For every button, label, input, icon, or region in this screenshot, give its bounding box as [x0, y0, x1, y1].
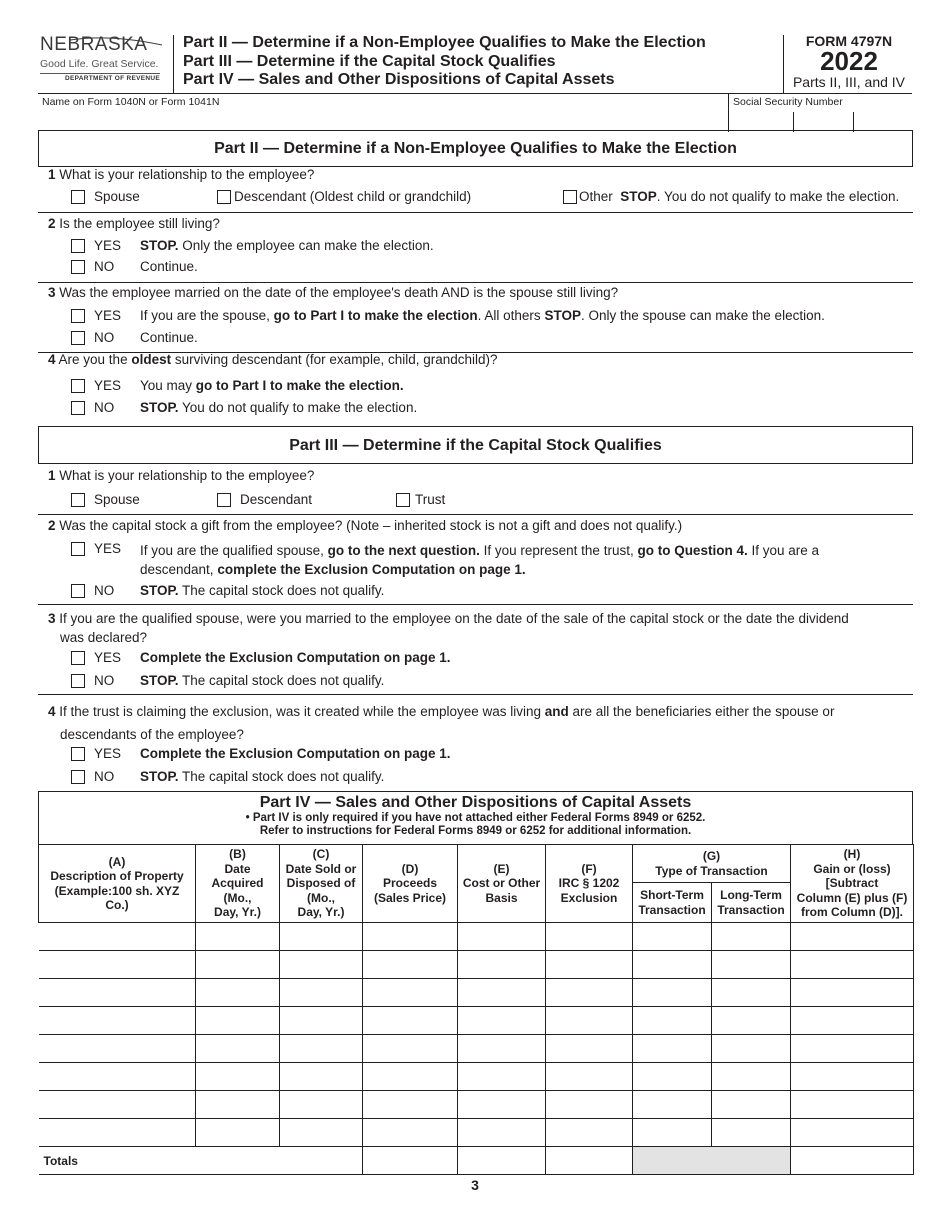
cell-input[interactable]	[363, 951, 458, 979]
cell-input[interactable]	[633, 951, 712, 979]
cell-input[interactable]	[458, 951, 546, 979]
p2-q1-text: 1 What is your relationship to the employee?	[48, 167, 315, 182]
p3-q1-descendant[interactable]: Descendant	[217, 492, 312, 507]
part3-title: Part III — Determine if the Capital Stock Qualifies	[38, 426, 913, 464]
cell-input[interactable]	[546, 979, 633, 1007]
cell-input[interactable]	[458, 1007, 546, 1035]
p2-q4-no-instruction: STOP. You do not qualify to make the election.	[140, 400, 418, 415]
divider	[38, 212, 913, 213]
cell-input[interactable]	[791, 1091, 914, 1119]
col-b-header: (B) Date Acquired (Mo., Day, Yr.)	[196, 845, 280, 923]
cell-input[interactable]	[280, 1091, 363, 1119]
page-number: 3	[471, 1177, 479, 1193]
part4-header	[38, 791, 913, 845]
p3-q4-yes[interactable]: YES	[71, 746, 121, 761]
table-row	[39, 1119, 914, 1147]
cell-input[interactable]	[633, 1091, 712, 1119]
cell-input[interactable]	[280, 923, 363, 951]
total-exclusion-input[interactable]	[546, 1147, 633, 1175]
p2-q2-no[interactable]: NO	[71, 259, 114, 274]
cell-input[interactable]	[196, 1119, 280, 1147]
p2-q3-yes[interactable]: YES	[71, 308, 121, 323]
ssn-separator	[793, 112, 794, 132]
cell-input[interactable]	[546, 951, 633, 979]
cell-input[interactable]	[546, 1007, 633, 1035]
p3-q1-text: 1 What is your relationship to the employee?	[48, 468, 315, 483]
p2-q1-other[interactable]: Other STOP . You do not qualify to make the election.	[563, 189, 899, 204]
col-c-header: (C) Date Sold or Disposed of (Mo., Day, Yr.)	[280, 845, 363, 923]
cell-input[interactable]	[633, 979, 712, 1007]
cell-input[interactable]	[712, 1063, 791, 1091]
ssn-separator	[853, 112, 854, 132]
p2-q3-no-instruction: Continue.	[140, 330, 198, 345]
total-proceeds-input[interactable]	[363, 1147, 458, 1175]
cell-input[interactable]	[546, 1091, 633, 1119]
ssn-field[interactable]	[728, 94, 912, 132]
p3-q2-yes[interactable]: YES	[71, 541, 121, 556]
p2-q3-no[interactable]: NO	[71, 330, 114, 345]
divider	[38, 604, 913, 605]
checkbox[interactable]	[71, 190, 85, 204]
cell-input[interactable]	[280, 979, 363, 1007]
checkbox[interactable]	[71, 309, 85, 323]
total-gain-input[interactable]	[791, 1147, 914, 1175]
cell-input[interactable]	[712, 979, 791, 1007]
checkbox[interactable]	[71, 401, 85, 415]
p2-q2-yes[interactable]: YES	[71, 238, 121, 253]
p2-q3-text: 3 Was the employee married on the date of the employee's death AND is the spouse still living?	[48, 285, 619, 300]
header-title-part3: Part III — Determine if the Capital Stock Qualifies	[183, 52, 556, 70]
cell-input[interactable]	[712, 1007, 791, 1035]
checkbox[interactable]	[71, 493, 85, 507]
header-title-part2: Part II — Determine if a Non-Employee Qualifies to Make the Election	[183, 34, 706, 51]
part2-title: Part II — Determine if a Non-Employee Qualifies to Make the Election	[38, 130, 913, 167]
p2-q2-no-instruction: Continue.	[140, 259, 198, 274]
checkbox[interactable]	[71, 584, 85, 598]
p3-q1-trust[interactable]: Trust	[396, 492, 445, 507]
p3-q4-no-instruction: STOP. The capital stock does not qualify.	[140, 769, 385, 784]
logo-word: NEBRASKA	[40, 34, 148, 55]
cell-input[interactable]	[791, 1035, 914, 1063]
p3-q4-yes-instruction: Complete the Exclusion Computation on page 1.	[140, 746, 451, 761]
name-ssn-row	[38, 93, 912, 131]
p3-q2-text: 2 Was the capital stock a gift from the employee? (Note – inherited stock is not a gift and does not qualify.)	[48, 518, 683, 533]
cell-input[interactable]	[791, 1063, 914, 1091]
header-right-divider	[783, 35, 784, 93]
cell-input[interactable]	[196, 1007, 280, 1035]
nebraska-logo	[40, 34, 166, 92]
divider	[38, 694, 913, 695]
p3-q3-yes-instruction: Complete the Exclusion Computation on page 1.	[140, 650, 451, 665]
cell-input[interactable]	[363, 979, 458, 1007]
p3-q4-no[interactable]: NO	[71, 769, 114, 784]
cell-input[interactable]	[196, 1063, 280, 1091]
capital-assets-table	[38, 844, 914, 1175]
col-g-short-header: Short-Term Transaction	[633, 883, 712, 923]
p3-q3-no[interactable]: NO	[71, 673, 114, 688]
cell-input[interactable]	[458, 1035, 546, 1063]
p2-q2-text: 2 Is the employee still living?	[48, 216, 220, 231]
table-row	[39, 1007, 914, 1035]
checkbox[interactable]	[71, 674, 85, 688]
form-id-block	[788, 34, 910, 91]
checkbox[interactable]	[217, 190, 231, 204]
cell-input[interactable]	[712, 923, 791, 951]
cell-input[interactable]	[280, 1063, 363, 1091]
cell-input[interactable]	[39, 923, 196, 951]
cell-input[interactable]	[791, 951, 914, 979]
cell-input[interactable]	[39, 1119, 196, 1147]
cell-input[interactable]	[39, 979, 196, 1007]
cell-input[interactable]	[458, 1063, 546, 1091]
cell-input[interactable]	[39, 1063, 196, 1091]
cell-input[interactable]	[791, 1007, 914, 1035]
logo-swoosh-icon	[40, 36, 166, 58]
ssn-label: Social Security Number	[733, 96, 843, 108]
header-titles	[183, 34, 706, 90]
cell-input[interactable]	[280, 1007, 363, 1035]
cell-input[interactable]	[363, 1035, 458, 1063]
col-h-header: (H) Gain or (loss) [Subtract Column (E) plus (F) from Column (D)].	[791, 845, 914, 923]
table-row	[39, 1091, 914, 1119]
p3-q2-no-instruction: STOP. The capital stock does not qualify.	[140, 583, 385, 598]
part4-title: Part IV — Sales and Other Dispositions of Capital Assets	[259, 794, 692, 811]
cell-input[interactable]	[458, 1119, 546, 1147]
cell-input[interactable]	[633, 923, 712, 951]
cell-input[interactable]	[712, 1091, 791, 1119]
table-row	[39, 979, 914, 1007]
cell-input[interactable]	[39, 1091, 196, 1119]
cell-input[interactable]	[39, 1007, 196, 1035]
col-g-header: (G) Type of Transaction	[633, 845, 791, 883]
checkbox[interactable]	[71, 747, 85, 761]
checkbox[interactable]	[217, 493, 231, 507]
totals-label: Totals	[39, 1147, 363, 1175]
cell-input[interactable]	[712, 1119, 791, 1147]
cell-input[interactable]	[280, 1119, 363, 1147]
form-number: FORM 4797N	[805, 33, 893, 49]
cell-input[interactable]	[363, 923, 458, 951]
p2-q3-yes-instruction: If you are the spouse, go to Part I to make the election. All others STOP. Only the spouse can make the election.	[140, 308, 825, 323]
p2-q4-yes[interactable]: YES	[71, 378, 121, 393]
cell-input[interactable]	[633, 1063, 712, 1091]
checkbox[interactable]	[396, 493, 410, 507]
checkbox[interactable]	[71, 770, 85, 784]
checkbox[interactable]	[71, 260, 85, 274]
cell-input[interactable]	[363, 1063, 458, 1091]
cell-input[interactable]	[363, 1091, 458, 1119]
cell-input[interactable]	[546, 923, 633, 951]
logo-tagline: Good Life. Great Service.	[40, 58, 159, 70]
p2-q1-spouse[interactable]: Spouse	[71, 189, 140, 204]
checkbox[interactable]	[71, 651, 85, 665]
p2-q4-no[interactable]: NO	[71, 400, 114, 415]
cell-input[interactable]	[546, 1119, 633, 1147]
totals-row	[39, 1147, 914, 1175]
p3-q3-yes[interactable]: YES	[71, 650, 121, 665]
p2-q1-descendant[interactable]: Descendant (Oldest child or grandchild)	[217, 189, 471, 204]
table-row	[39, 951, 914, 979]
cell-input[interactable]	[633, 1007, 712, 1035]
cell-input[interactable]	[39, 951, 196, 979]
cell-input[interactable]	[633, 1035, 712, 1063]
divider	[38, 282, 913, 283]
logo-department: DEPARTMENT OF REVENUE	[64, 75, 160, 82]
cell-input[interactable]	[363, 1007, 458, 1035]
total-cost-input[interactable]	[458, 1147, 546, 1175]
cell-input[interactable]	[280, 951, 363, 979]
cell-input[interactable]	[196, 979, 280, 1007]
p2-q2-yes-instruction: STOP. Only the employee can make the election.	[140, 238, 434, 253]
header-title-part4: Part IV — Sales and Other Dispositions of Capital Assets	[183, 71, 615, 88]
cell-input[interactable]	[196, 923, 280, 951]
col-d-header: (D) Proceeds (Sales Price)	[363, 845, 458, 923]
cell-input[interactable]	[458, 979, 546, 1007]
cell-input[interactable]	[712, 1035, 791, 1063]
p3-q3-no-instruction: STOP. The capital stock does not qualify.	[140, 673, 385, 688]
checkbox[interactable]	[71, 331, 85, 345]
divider	[38, 514, 913, 515]
checkbox[interactable]	[563, 190, 577, 204]
table-row	[39, 923, 914, 951]
p3-q2-no[interactable]: NO	[71, 583, 114, 598]
cell-input[interactable]	[280, 1035, 363, 1063]
cell-input[interactable]	[712, 951, 791, 979]
p2-q4-text: 4 Are you the oldest surviving descendant (for example, child, grandchild)?	[48, 352, 498, 367]
form-parts: Parts II, III, and IV	[792, 74, 906, 90]
cell-input[interactable]	[791, 923, 914, 951]
cell-input[interactable]	[546, 1063, 633, 1091]
cell-input[interactable]	[363, 1119, 458, 1147]
logo-rule	[40, 73, 160, 74]
cell-input[interactable]	[546, 1035, 633, 1063]
p3-q1-spouse[interactable]: Spouse	[71, 492, 140, 507]
cell-input[interactable]	[458, 1091, 546, 1119]
p3-q4-text: 4 If the trust is claiming the exclusion, was it created while the employee was living and are all the beneficiaries either the spouse or descendants of the employee?	[48, 704, 835, 742]
cell-input[interactable]	[196, 951, 280, 979]
part4-note-1: • Part IV is only required if you have not attached either Federal Forms 8949 or 6252.	[245, 812, 706, 824]
col-f-header: (F) IRC § 1202 Exclusion	[546, 845, 633, 923]
cell-input[interactable]	[791, 979, 914, 1007]
col-a-header: (A) Description of Property (Example:100 sh. XYZ Co.)	[39, 845, 196, 923]
col-e-header: (E) Cost or Other Basis	[458, 845, 546, 923]
checkbox[interactable]	[71, 542, 85, 556]
p2-q4-yes-instruction: You may go to Part I to make the election.	[140, 378, 404, 393]
shaded-cell	[633, 1147, 791, 1175]
name-field[interactable]: Name on Form 1040N or Form 1041N	[42, 96, 220, 108]
checkbox[interactable]	[71, 239, 85, 253]
part4-note-2: Refer to instructions for Federal Forms 8949 or 6252 for additional information.	[259, 825, 692, 837]
form-year: 2022	[820, 46, 878, 76]
table-row	[39, 1063, 914, 1091]
p3-q2-yes-instruction: If you are the qualified spouse, go to the next question. If you represent the trust, go to Question 4. If you are a descendant, complete the Exclusion Computation on page 1.	[140, 543, 819, 577]
p3-q3-text: 3 If you are the qualified spouse, were you married to the employee on the date of the sale of the capital stock or the date the dividend was declared?	[48, 611, 849, 645]
cell-input[interactable]	[196, 1091, 280, 1119]
header-divider	[173, 35, 174, 93]
col-g-long-header: Long-Term Transaction	[712, 883, 791, 923]
cell-input[interactable]	[791, 1119, 914, 1147]
cell-input[interactable]	[633, 1119, 712, 1147]
checkbox[interactable]	[71, 379, 85, 393]
cell-input[interactable]	[458, 923, 546, 951]
cell-input[interactable]	[196, 1035, 280, 1063]
cell-input[interactable]	[39, 1035, 196, 1063]
table-row	[39, 1035, 914, 1063]
